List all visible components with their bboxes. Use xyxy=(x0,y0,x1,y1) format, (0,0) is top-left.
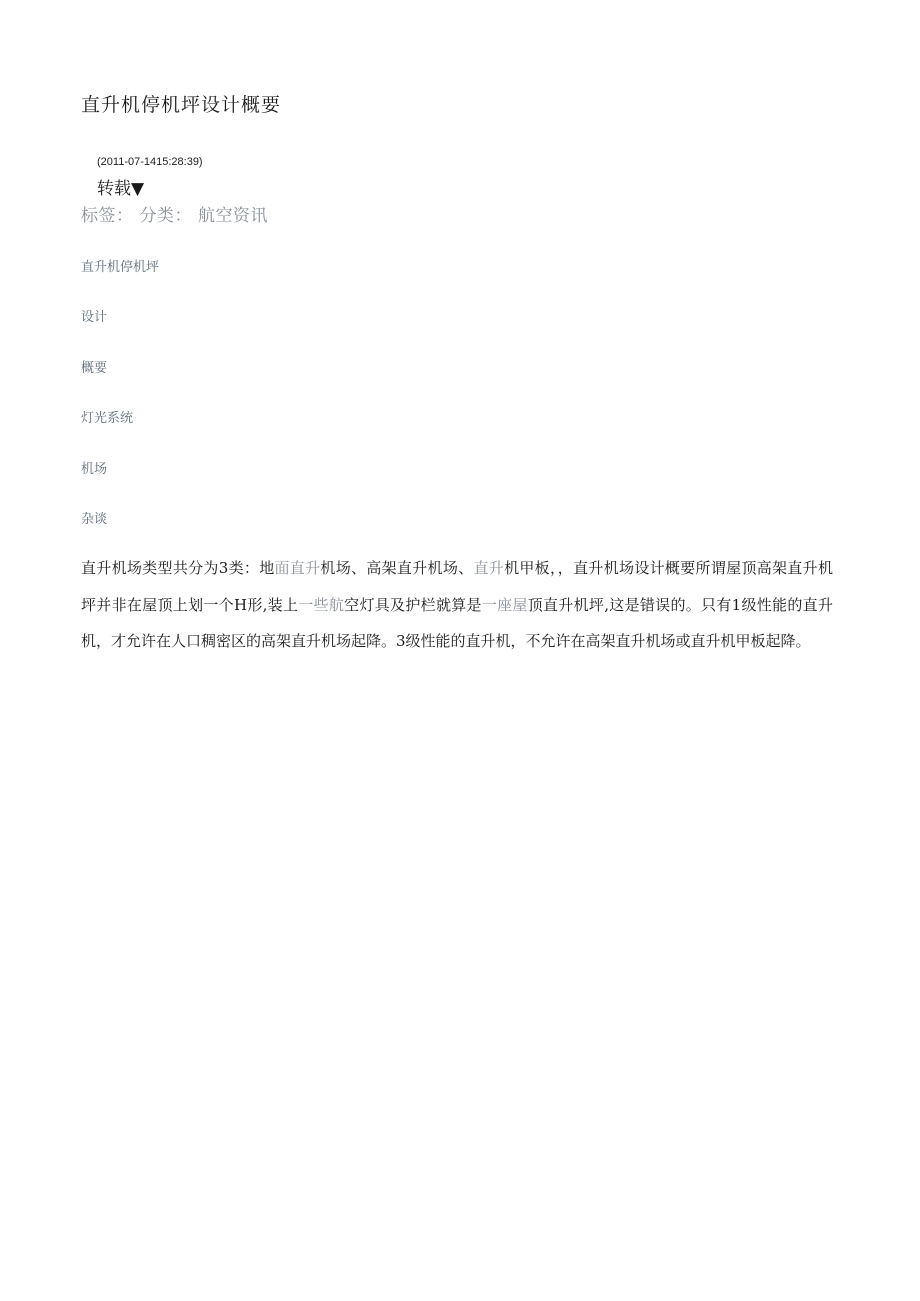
article-meta xyxy=(81,201,268,226)
tag-link[interactable]: 概要 xyxy=(81,360,108,376)
body-text-segment: 面直升 xyxy=(274,559,321,577)
category-link[interactable]: 航空资讯 xyxy=(198,206,268,226)
repost-dropdown[interactable]: 转载▼ xyxy=(97,179,145,199)
body-text-segment: 空灯具及护栏就算是 xyxy=(344,595,482,614)
tags-label: 标签： xyxy=(81,206,134,226)
body-text-segment: 直升 xyxy=(473,559,505,577)
tag-link[interactable]: 杂谈 xyxy=(81,511,108,527)
body-text-segment: 一些航 xyxy=(298,595,345,614)
article-date: (2011-07-1415:28:39) xyxy=(97,156,203,168)
body-text-segment: 一座屋 xyxy=(481,595,528,614)
tag-list xyxy=(81,256,159,558)
tag-link[interactable]: 直升机停机坪 xyxy=(81,260,160,275)
body-text-segment: 直升机场类型共分为3类：地 xyxy=(81,559,275,577)
article-body xyxy=(81,550,833,660)
category-label: 分类： xyxy=(139,206,192,226)
body-text-segment: 顶直升机坪,这是错误的。只有1级性能的直升机，才允许在人口稠密区的高架直升机场起降。3级性能的直升机，不允许在高架直升机场或直升机甲板起降。 xyxy=(81,595,833,650)
body-text-segment: 机甲板，，直升机场设计概要所谓屋顶高架直升机坪并非在屋顶上划一个H形,装上 xyxy=(81,559,833,614)
tag-link[interactable]: 设计 xyxy=(81,310,108,326)
tag-link[interactable]: 机场 xyxy=(81,461,108,477)
tag-link[interactable]: 灯光系统 xyxy=(81,411,134,427)
article-title: 直升机停机坪设计概要 xyxy=(81,94,282,116)
body-text-segment: 机场、高架直升机场、 xyxy=(320,559,474,577)
